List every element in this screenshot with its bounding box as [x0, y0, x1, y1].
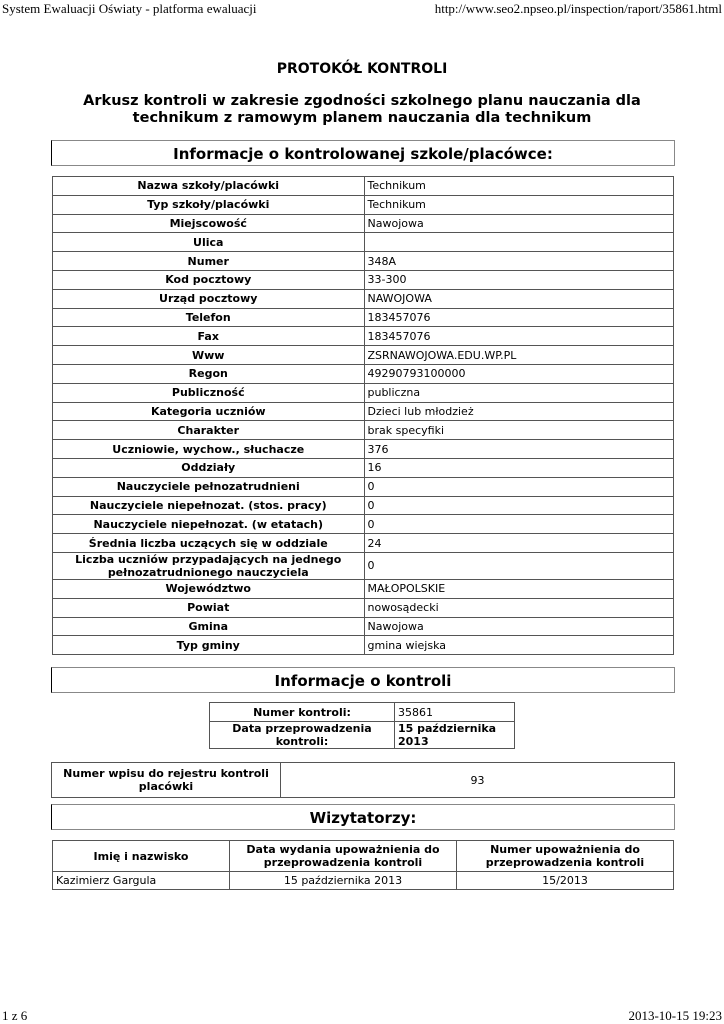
- field-label: Oddziały: [53, 458, 365, 477]
- header-date: Data wydania upoważnienia do przeprowadzenia kontroli: [230, 841, 457, 872]
- field-value: Nawojowa: [364, 214, 674, 233]
- field-label: Typ gminy: [53, 636, 365, 655]
- field-label: Numer: [53, 252, 365, 271]
- field-label: Gmina: [53, 617, 365, 636]
- table-row: [53, 214, 674, 233]
- table-row: [53, 233, 674, 252]
- registry-label: Numer wpisu do rejestru kontroli placówki: [52, 763, 281, 798]
- field-label: Kod pocztowy: [53, 270, 365, 289]
- field-label: Nauczyciele pełnozatrudnieni: [53, 477, 365, 496]
- table-row: [53, 552, 674, 579]
- table-row: [210, 703, 515, 722]
- registry-value: 93: [281, 763, 675, 798]
- field-value: 183457076: [364, 327, 674, 346]
- table-row: [53, 195, 674, 214]
- field-value: Nawojowa: [364, 617, 674, 636]
- field-label: Nauczyciele niepełnozat. (w etatach): [53, 515, 365, 534]
- field-value: 348A: [364, 252, 674, 271]
- table-row: [53, 515, 674, 534]
- visitors-section-heading: Wizytatorzy:: [51, 804, 675, 830]
- field-value: 0: [364, 496, 674, 515]
- table-row: [53, 477, 674, 496]
- field-value: 49290793100000: [364, 364, 674, 383]
- document-subtitle: Arkusz kontroli w zakresie zgodności szkolnego planu nauczania dla technikum z ramowym planem nauczania dla technikum: [83, 93, 641, 126]
- table-row: [53, 327, 674, 346]
- control-section-heading: Informacje o kontroli: [51, 667, 675, 693]
- field-label: Powiat: [53, 598, 365, 617]
- browser-header-url: http://www.seo2.npseo.pl/inspection/raport/35861.html: [434, 1, 722, 16]
- field-value: brak specyfiki: [364, 421, 674, 440]
- field-value: 24: [364, 534, 674, 553]
- table-row: [53, 177, 674, 196]
- control-number-label: Numer kontroli:: [210, 703, 395, 722]
- table-row: [53, 636, 674, 655]
- table-row: [53, 364, 674, 383]
- visitors-table: [52, 840, 674, 890]
- table-row: [53, 598, 674, 617]
- field-label: Publiczność: [53, 383, 365, 402]
- table-row: [210, 722, 515, 749]
- field-label: Urząd pocztowy: [53, 289, 365, 308]
- field-label: Liczba uczniów przypadających na jednego pełnozatrudnionego nauczyciela: [53, 552, 365, 579]
- visitor-name: Kazimierz Gargula: [53, 872, 230, 890]
- field-label: Kategoria uczniów: [53, 402, 365, 421]
- field-label: Telefon: [53, 308, 365, 327]
- table-row: [53, 579, 674, 598]
- field-value: 0: [364, 552, 674, 579]
- school-section-heading: Informacje o kontrolowanej szkole/placówce:: [51, 140, 675, 166]
- table-row: [53, 534, 674, 553]
- field-value: 376: [364, 440, 674, 459]
- table-row: [53, 496, 674, 515]
- table-row: [53, 383, 674, 402]
- registry-table: [51, 762, 675, 798]
- field-value: 0: [364, 515, 674, 534]
- table-row: [53, 270, 674, 289]
- field-label: Województwo: [53, 579, 365, 598]
- field-label: Charakter: [53, 421, 365, 440]
- field-label: Nauczyciele niepełnozat. (stos. pracy): [53, 496, 365, 515]
- table-row: [53, 346, 674, 365]
- print-datetime: 2013-10-15 19:23: [628, 1008, 722, 1023]
- field-label: Średnia liczba uczących się w oddziale: [53, 534, 365, 553]
- field-label: Miejscowość: [53, 214, 365, 233]
- control-number-value: 35861: [395, 703, 515, 722]
- page-counter: 1 z 6: [2, 1008, 28, 1023]
- field-value: 33-300: [364, 270, 674, 289]
- table-header-row: [53, 841, 674, 872]
- field-value: nowosądecki: [364, 598, 674, 617]
- header-name: Imię i nazwisko: [53, 841, 230, 872]
- field-value: ZSRNAWOJOWA.EDU.WP.PL: [364, 346, 674, 365]
- table-row: [53, 458, 674, 477]
- field-label: Regon: [53, 364, 365, 383]
- field-label: Uczniowie, wychow., słuchacze: [53, 440, 365, 459]
- table-row: [53, 872, 674, 890]
- field-value: Dzieci lub młodzież: [364, 402, 674, 421]
- table-row: [53, 252, 674, 271]
- field-value: [364, 233, 674, 252]
- header-number: Numer upoważnienia do przeprowadzenia kontroli: [457, 841, 674, 872]
- table-row: [53, 308, 674, 327]
- field-value: NAWOJOWA: [364, 289, 674, 308]
- control-info-table: [209, 702, 515, 749]
- field-value: publiczna: [364, 383, 674, 402]
- field-value: Technikum: [364, 177, 674, 196]
- field-value: 183457076: [364, 308, 674, 327]
- table-row: [53, 402, 674, 421]
- field-label: Ulica: [53, 233, 365, 252]
- table-row: [53, 289, 674, 308]
- field-value: gmina wiejska: [364, 636, 674, 655]
- document-title: PROTOKÓŁ KONTROLI: [276, 61, 448, 77]
- field-label: Fax: [53, 327, 365, 346]
- field-label: Typ szkoły/placówki: [53, 195, 365, 214]
- table-row: [52, 763, 675, 798]
- field-value: MAŁOPOLSKIE: [364, 579, 674, 598]
- table-row: [53, 617, 674, 636]
- table-row: [53, 421, 674, 440]
- field-label: Www: [53, 346, 365, 365]
- control-date-value: 15 października 2013: [395, 722, 515, 749]
- browser-header-title: System Ewaluacji Oświaty - platforma ewaluacji: [2, 1, 257, 16]
- field-value: 16: [364, 458, 674, 477]
- visitor-number: 15/2013: [457, 872, 674, 890]
- table-row: [53, 440, 674, 459]
- field-value: Technikum: [364, 195, 674, 214]
- school-info-table: [52, 176, 674, 655]
- visitor-date: 15 października 2013: [230, 872, 457, 890]
- field-value: 0: [364, 477, 674, 496]
- control-date-label: Data przeprowadzenia kontroli:: [210, 722, 395, 749]
- field-label: Nazwa szkoły/placówki: [53, 177, 365, 196]
